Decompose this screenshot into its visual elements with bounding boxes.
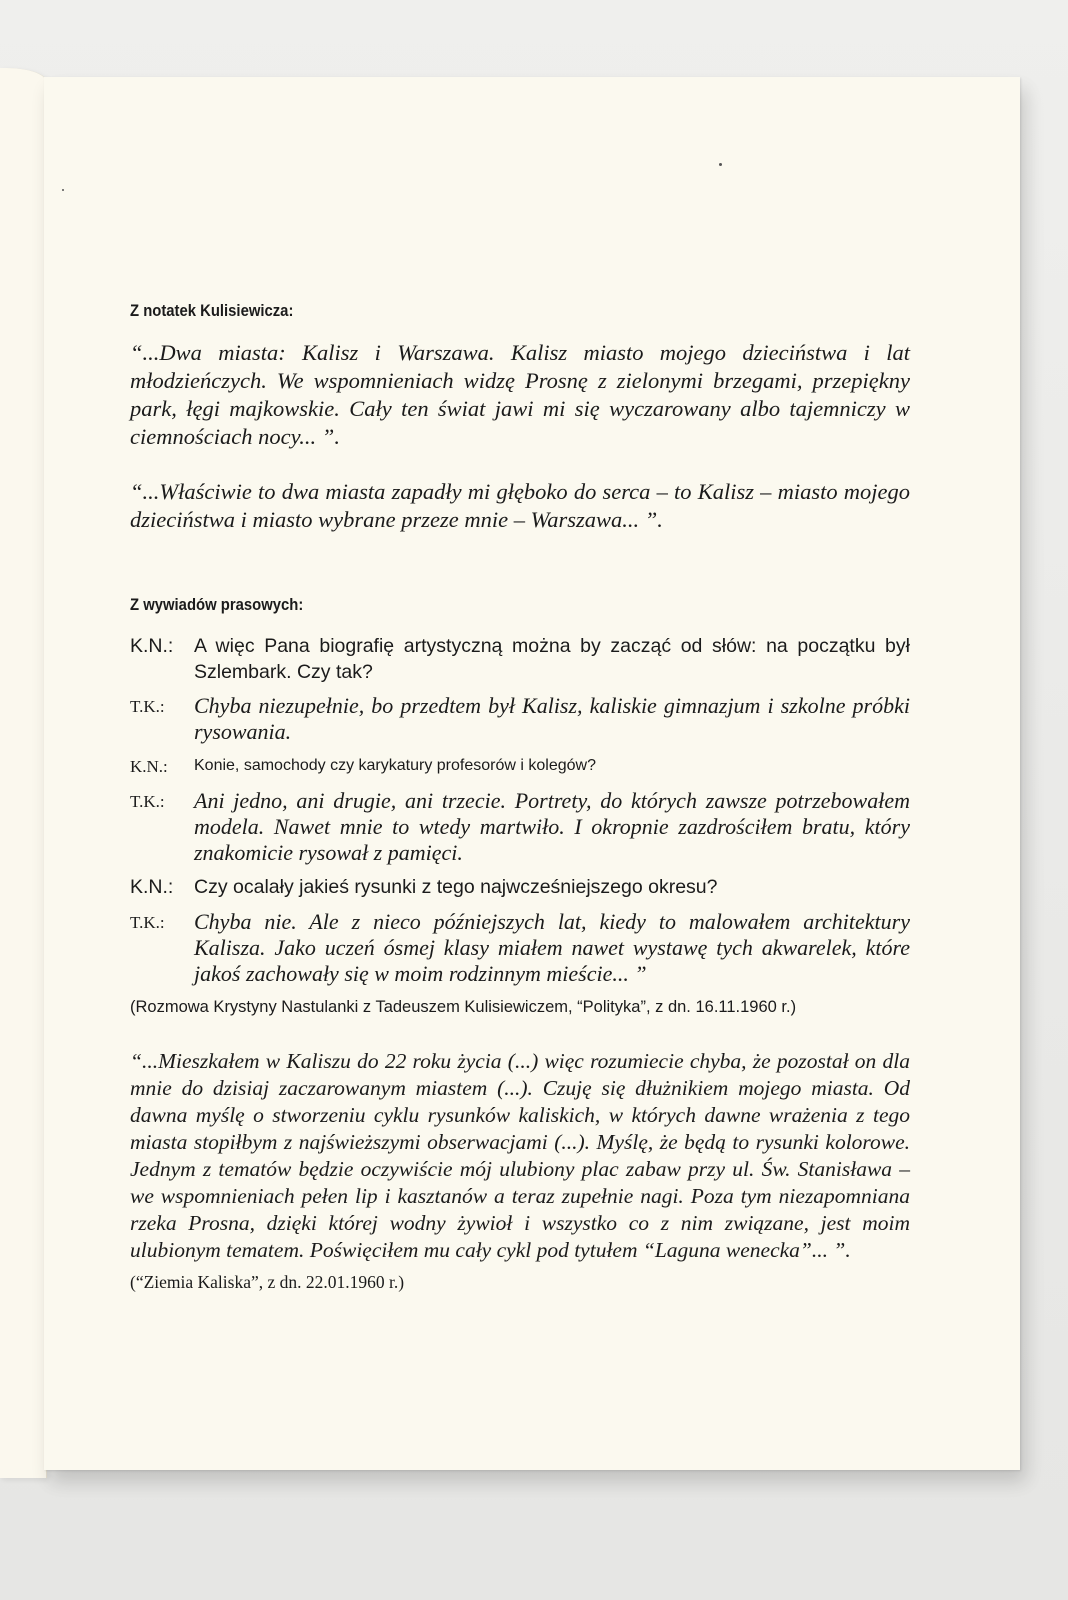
notes-quote-1: “...Dwa miasta: Kalisz i Warszawa. Kalisz miasto mojego dzieciństwa i lat młodzieńczych. We wspomnieniach widzę Prosnę z zielonymi brzegami, przepiękny park, łęgi majkowskie. Cały ten świat jawi mi się wyczarowany albo tajemniczy w ciemnościach nocy... ”. [130,340,910,449]
speaker-label: T.K.: [130,792,165,811]
print-speck [719,163,722,166]
dialogue-row [130,788,910,866]
dialogue-text: Chyba niezupełnie, bo przedtem był Kalisz, kaliskie gimnazjum i szkolne próbki rysowania. [194,693,910,744]
dialogue-text: Ani jedno, ani drugie, ani trzecie. Portrety, do których zawsze potrzebowałem modela. Nawet mnie to wtedy martwiło. I okropnie zazdrościłem bratu, który znakomicie rysował z pamięci. [194,788,910,865]
dialogue-row [130,753,910,780]
dialogue-text: Konie, samochody czy karykatury profesorów i kolegów? [194,757,596,774]
speaker-label: T.K.: [130,913,165,932]
dialogue-row [130,909,910,987]
dialogue-text: A więc Pana biografię artystyczną można by zacząć od słów: na początku był Szlembark. Czy tak? [194,635,910,683]
section-heading-interviews: Z wywiadów prasowych: [130,596,304,614]
dialogue-row [130,633,910,685]
left-page-edge [0,68,47,1478]
dialogue-text: Chyba nie. Ale z nieco późniejszych lat, kiedy to malowałem architektury Kalisza. Jako uczeń ósmej klasy miałem nawet wystawę tych akwarelek, które jakoś zachowały się w moim rodzinnym mieście... ” [194,909,910,986]
speaker-label: K.N.: [130,635,174,657]
newspaper-source-citation: (“Ziemia Kaliska”, z dn. 22.01.1960 r.) [130,1272,405,1292]
print-speck [62,189,64,191]
newspaper-quote: “...Mieszkałem w Kaliszu do 22 roku życia (...) więc rozumiecie chyba, że pozostał on dla mnie do dzisiaj zaczarowanym miastem (...). Czuję się dłużnikiem mojego miasta. Od dawna myślę o stworzeniu cyklu rysunków kaliskich, w których dawne wrażenia z tego miasta stopiłbym z najświeższymi obserwacjami (...). Myślę, że będą to rysunki kolorowe. Jednym z tematów będzie oczywiście mój ulubiony plac zabaw przy ul. Św. Stanisława – we wspomnieniach pełen lip i kasztanów a teraz zupełnie nagi. Poza tym niezapomniana rzeka Prosna, dzięki której wodny żywioł i wszystko co z nim związane, jest moim ulubionym tematem. Poświęciłem mu cały cykl pod tytułem “Laguna wenecka”... ”. [130,1049,910,1262]
speaker-label: K.N.: [130,757,168,776]
notes-quote-2: “...Właściwie to dwa miasta zapadły mi głęboko do serca – to Kalisz – miasto mojego dzieciństwa i miasto wybrane przeze mnie – Warszawa... ”. [130,479,910,532]
interview-dialogue [130,633,910,987]
dialogue-row [130,874,910,901]
interview-source-citation: (Rozmowa Krystyny Nastulanki z Tadeuszem Kulisiewiczem, “Polityka”, z dn. 16.11.1960 r.) [130,998,797,1016]
speaker-label: K.N.: [130,876,174,898]
dialogue-row [130,693,910,745]
dialogue-text: Czy ocalały jakieś rysunki z tego najwcześniejszego okresu? [194,876,718,898]
speaker-label: T.K.: [130,697,165,716]
page-content [130,222,910,1295]
section-heading-notes: Z notatek Kulisiewicza: [130,302,294,320]
